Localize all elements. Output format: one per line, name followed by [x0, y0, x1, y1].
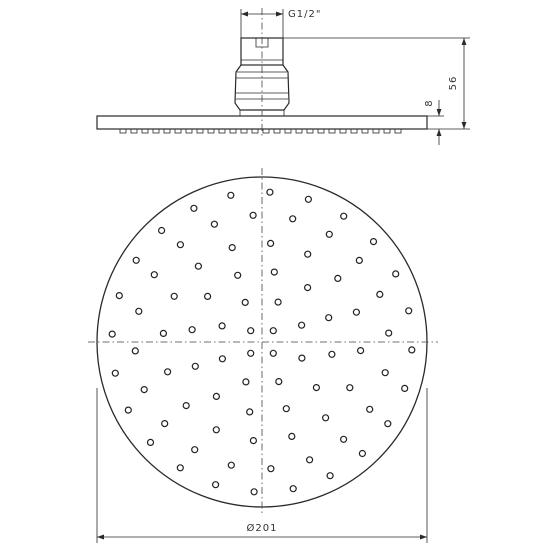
nozzle-hole: [290, 216, 296, 222]
nozzle-hole: [289, 433, 295, 439]
side-nozzle: [164, 129, 170, 133]
nozzle-hole: [248, 328, 254, 334]
nozzle-hole: [192, 363, 198, 369]
side-nozzle: [186, 129, 192, 133]
nozzle-hole: [183, 403, 189, 409]
nozzle-hole: [109, 331, 115, 337]
nozzle-hole: [283, 406, 289, 412]
nozzle-hole: [409, 347, 415, 353]
nozzle-hole: [276, 379, 282, 385]
nozzle-hole: [353, 309, 359, 315]
nozzle-hole: [141, 387, 147, 393]
nozzle-hole: [191, 205, 197, 211]
side-nozzle: [197, 129, 203, 133]
nozzle-hole: [248, 350, 254, 356]
nozzle-hole: [402, 385, 408, 391]
nozzle-hole: [219, 323, 225, 329]
nozzle-hole: [228, 462, 234, 468]
side-nozzle: [296, 129, 302, 133]
nozzle-hole: [270, 350, 276, 356]
nozzle-hole: [326, 231, 332, 237]
side-nozzle: [142, 129, 148, 133]
side-nozzle: [131, 129, 137, 133]
nozzle-hole: [327, 473, 333, 479]
nozzle-hole: [136, 308, 142, 314]
nozzle-hole: [151, 272, 157, 278]
nozzle-hole: [267, 189, 273, 195]
nozzle-hole: [385, 421, 391, 427]
nozzle-hole: [228, 192, 234, 198]
nozzle-hole: [268, 466, 274, 472]
nozzle-hole: [305, 251, 311, 257]
nozzle-hole: [406, 308, 412, 314]
nozzle-hole: [125, 407, 131, 413]
nozzle-hole: [271, 269, 277, 275]
nozzle-hole: [356, 257, 362, 263]
nozzle-hole: [171, 293, 177, 299]
nozzle-hole: [305, 285, 311, 291]
nozzle-hole: [159, 228, 165, 234]
nozzle-hole: [213, 427, 219, 433]
nozzle-hole: [250, 212, 256, 218]
nozzle-hole: [177, 242, 183, 248]
nozzle-hole: [268, 240, 274, 246]
side-nozzle: [373, 129, 379, 133]
nozzle-hole: [192, 447, 198, 453]
nozzle-hole: [165, 369, 171, 375]
nozzle-hole: [211, 221, 217, 227]
nozzle-hole: [189, 327, 195, 333]
side-nozzle: [153, 129, 159, 133]
nozzle-hole: [219, 356, 225, 362]
nozzle-hole: [195, 263, 201, 269]
nozzle-hole: [341, 213, 347, 219]
nozzle-hole: [290, 486, 296, 492]
side-nozzle: [208, 129, 214, 133]
diameter-label: Ø201: [246, 523, 278, 534]
nozzle-hole: [275, 299, 281, 305]
nozzle-hole: [160, 330, 166, 336]
side-nozzle: [219, 129, 225, 133]
nozzle-hole: [177, 465, 183, 471]
side-nozzle: [274, 129, 280, 133]
height-label: 56: [448, 75, 459, 91]
nozzle-hole: [148, 439, 154, 445]
nozzle-hole: [371, 239, 377, 245]
side-view: [97, 8, 427, 136]
nozzle-hole: [247, 409, 253, 415]
nozzle-hole: [313, 385, 319, 391]
nozzle-hole: [305, 196, 311, 202]
height-dimension: [283, 38, 470, 129]
nozzle-hole: [242, 299, 248, 305]
thread-dimension: [241, 9, 321, 38]
side-nozzle: [230, 129, 236, 133]
nozzle-hole: [299, 355, 305, 361]
nozzle-hole: [347, 385, 353, 391]
side-nozzle: [329, 129, 335, 133]
side-nozzle: [120, 129, 126, 133]
nozzle-hole: [341, 436, 347, 442]
nozzle-hole: [299, 322, 305, 328]
nozzle-hole: [112, 370, 118, 376]
nozzle-hole: [235, 272, 241, 278]
nozzle-hole: [367, 406, 373, 412]
nozzle-hole: [270, 328, 276, 334]
nozzle-hole: [386, 330, 392, 336]
nozzle-hole: [243, 379, 249, 385]
side-nozzles: [120, 129, 401, 133]
nozzle-hole: [323, 415, 329, 421]
nozzle-hole: [358, 348, 364, 354]
side-nozzle: [351, 129, 357, 133]
nozzle-hole: [250, 438, 256, 444]
nozzle-hole: [116, 293, 122, 299]
side-nozzle: [318, 129, 324, 133]
nozzle-hole: [132, 348, 138, 354]
side-nozzle: [395, 129, 401, 133]
thread-label: G1/2": [288, 9, 322, 20]
nozzle-hole: [205, 293, 211, 299]
side-nozzle: [384, 129, 390, 133]
front-view: [88, 168, 438, 516]
nozzle-hole: [382, 370, 388, 376]
side-nozzle: [340, 129, 346, 133]
nozzle-hole: [359, 451, 365, 457]
nozzle-hole: [393, 271, 399, 277]
nozzle-hole: [326, 315, 332, 321]
nozzle-hole: [307, 457, 313, 463]
nozzle-hole: [335, 275, 341, 281]
nozzle-hole: [162, 421, 168, 427]
nozzle-hole: [133, 257, 139, 263]
side-nozzle: [285, 129, 291, 133]
side-nozzle: [175, 129, 181, 133]
nozzle-hole: [213, 393, 219, 399]
thickness-label: 8: [424, 99, 435, 107]
nozzle-hole: [213, 482, 219, 488]
nozzle-hole: [251, 489, 257, 495]
side-nozzle: [241, 129, 247, 133]
nozzle-hole: [377, 291, 383, 297]
side-nozzle: [307, 129, 313, 133]
side-nozzle: [362, 129, 368, 133]
side-nozzle: [263, 129, 269, 133]
nozzle-hole: [229, 245, 235, 251]
nozzle-hole: [329, 351, 335, 357]
side-nozzle: [252, 129, 258, 133]
